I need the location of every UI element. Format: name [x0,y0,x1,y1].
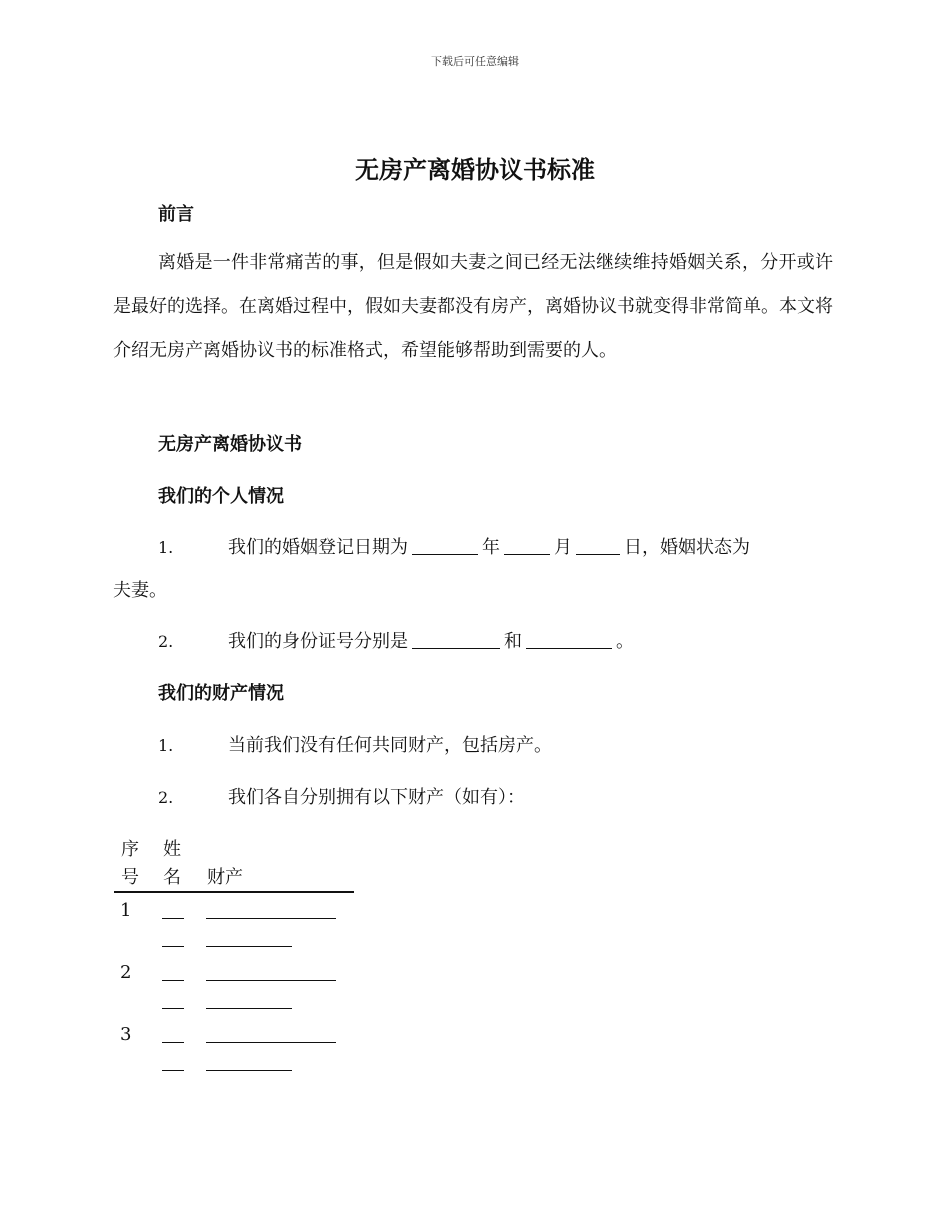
personal-item-2 [113,627,634,653]
header-index-1: 序 [121,839,139,860]
name-blank[interactable] [162,980,184,981]
asset-blank[interactable] [206,980,336,981]
preface-heading: 前言 [158,204,194,225]
property-item-2 [113,783,525,809]
item-number: 2. [158,788,174,807]
header-index-2: 号 [121,867,139,888]
personal-item-1 [113,533,750,559]
agreement-heading: 无房产离婚协议书 [158,434,302,455]
month-label: 月 [554,537,572,558]
asset-blank[interactable] [206,946,292,947]
marriage-date-label: 我们的婚姻登记日期为 [228,537,408,558]
month-blank[interactable] [504,536,550,555]
preface-paragraph: 离婚是一件非常痛苦的事，但是假如夫妻之间已经无法继续维持婚姻关系，分开或许是最好的选择。在离婚过程中，假如夫妻都没有房产，离婚协议书就变得非常简单。本文将介绍无房产离婚协议书的标准格式，希望能够帮助到需要的人。 [113,252,833,361]
personal-item-1-continuation: 夫妻。 [113,580,167,601]
property-item-2-text: 我们各自分别拥有以下财产（如有）： [228,787,525,808]
property-item-1-text: 当前我们没有任何共同财产，包括房产。 [228,735,552,756]
personal-info-heading: 我们的个人情况 [158,486,284,507]
id-blank-2[interactable] [526,630,612,649]
asset-blank[interactable] [206,1008,292,1009]
name-blank[interactable] [162,946,184,947]
day-blank[interactable] [576,536,620,555]
name-blank[interactable] [162,1008,184,1009]
year-blank[interactable] [412,536,478,555]
header-asset: 财产 [207,867,243,888]
and-label: 和 [504,631,522,652]
asset-blank[interactable] [206,1042,336,1043]
item-number: 2. [158,632,174,651]
header-note: 下载后可任意编辑 [431,55,519,68]
id-blank-1[interactable] [412,630,500,649]
day-status-label: 日，婚姻状态为 [624,537,750,558]
table-row-index: 1 [120,900,132,921]
header-name-1: 姓 [163,839,181,860]
name-blank[interactable] [162,918,184,919]
period: 。 [616,631,634,652]
table-row-index: 2 [120,962,132,983]
year-label: 年 [482,537,500,558]
property-item-1 [113,731,552,757]
item-number: 1. [158,736,174,755]
document-title: 无房产离婚协议书标准 [355,156,595,184]
header-name-2: 名 [163,867,181,888]
id-number-label: 我们的身份证号分别是 [228,631,408,652]
name-blank[interactable] [162,1042,184,1043]
name-blank[interactable] [162,1070,184,1071]
asset-blank[interactable] [206,918,336,919]
item-number: 1. [158,538,174,557]
table-header-rule [114,891,354,893]
asset-blank[interactable] [206,1070,292,1071]
property-heading: 我们的财产情况 [158,683,284,704]
table-row-index: 3 [120,1024,132,1045]
